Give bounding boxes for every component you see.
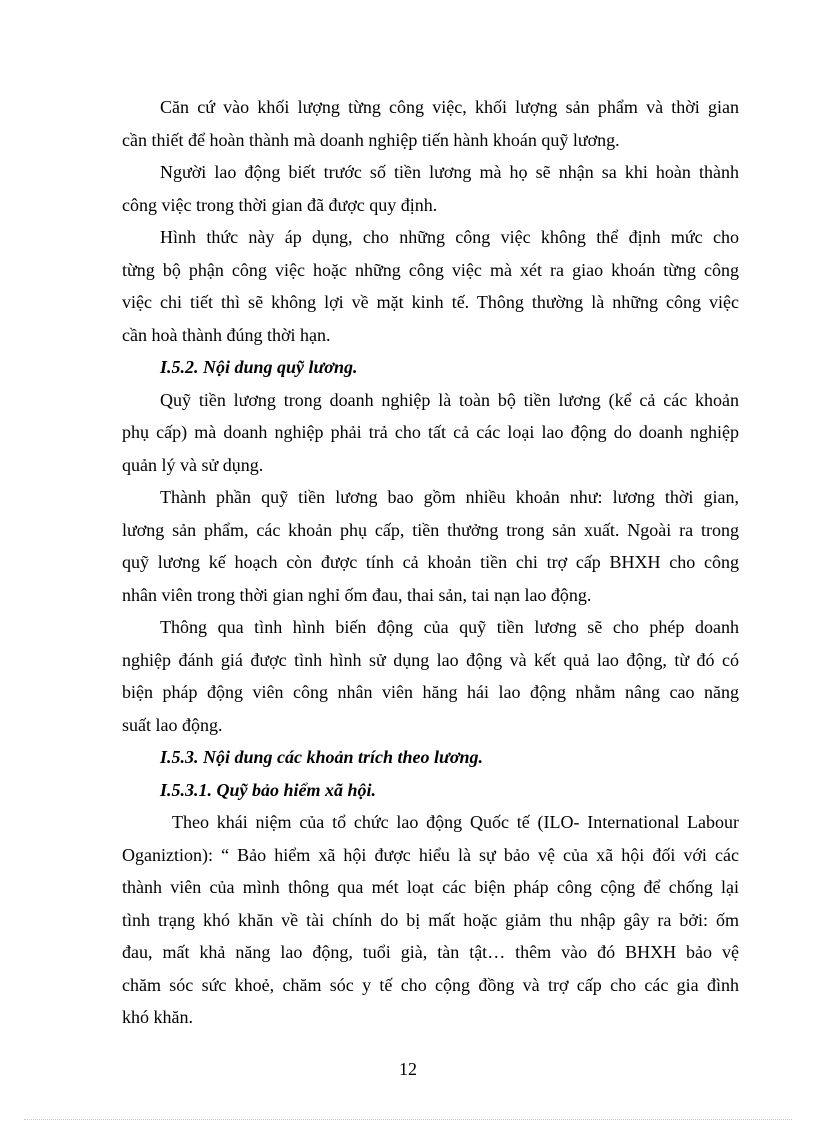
text-line: khó khăn.	[122, 1007, 193, 1027]
text-line: Người lao động biết trước số tiền lương mà họ sẽ nhận sa khi hoàn thành	[160, 162, 739, 182]
text-line: Quỹ tiền lương trong doanh nghiệp là toàn bộ tiền lương (kể cả các khoản	[160, 389, 739, 410]
text-line: đau, mất khả năng lao động, tuổi già, tàn tật… thêm vào đó BHXH bảo vệ	[122, 942, 739, 962]
paragraph	[122, 481, 739, 611]
heading-text: I.5.3.1. Quỹ bảo hiểm xã hội.	[160, 779, 377, 800]
text-line: Căn cứ vào khối lượng từng công việc, khối lượng sản phẩm và thời gian	[160, 97, 739, 117]
text-line: tình trạng khó khăn về tài chính do bị mất hoặc giảm thu nhập gây ra bởi: ốm	[122, 909, 739, 930]
text-line: Theo khái niệm của tổ chức lao động Quốc tế (ILO- International Labour	[172, 812, 739, 832]
text-line: việc chi tiết thì sẽ không lợi về mặt kinh tế. Thông thường là những công việc	[122, 292, 739, 312]
section-heading	[122, 741, 739, 774]
text-line: biện pháp động viên công nhân viên hăng hái lao động nhằm nâng cao năng	[122, 682, 739, 702]
text-line: lương sản phẩm, các khoản phụ cấp, tiền thưởng trong sản xuất. Ngoài ra trong	[122, 519, 739, 540]
text-line: Thông qua tình hình biến động của quỹ tiền lương sẽ cho phép doanh	[160, 617, 739, 637]
text-line: quản lý và sử dụng.	[122, 454, 264, 475]
section-heading	[122, 774, 739, 807]
text-line: phụ cấp) mà doanh nghiệp phải trả cho tất cả các loại lao động do doanh nghiệp	[122, 422, 739, 442]
text-line: suất lao động.	[122, 714, 223, 735]
section-heading	[122, 351, 739, 384]
paragraph	[122, 156, 739, 221]
text-line: Oganiztion): “ Bảo hiểm xã hội được hiểu là sự bảo vệ của xã hội đối với các	[122, 844, 739, 865]
text-line: từng bộ phận công việc hoặc những công việc mà xét ra giao khoán từng công	[122, 259, 739, 280]
text-line: nghiệp đánh giá được tình hình sử dụng lao động và kết quả lao động, từ đó có	[122, 649, 739, 670]
text-line: Thành phần quỹ tiền lương bao gồm nhiều khoản như: lương thời gian,	[160, 487, 739, 507]
paragraph	[122, 91, 739, 156]
text-line: quỹ lương kế hoạch còn được tính cả khoản tiền chi trợ cấp BHXH cho công	[122, 552, 739, 572]
text-line: thành viên của mình thông qua mét loạt các biện pháp công cộng để chống lại	[122, 877, 739, 897]
paragraph	[122, 806, 739, 1034]
document-body	[122, 91, 739, 1034]
heading-text: I.5.2. Nội dung quỹ lương.	[160, 357, 358, 377]
text-line: công việc trong thời gian đã được quy định.	[122, 194, 438, 215]
text-line: cần hoà thành đúng thời hạn.	[122, 324, 331, 345]
text-line: chăm sóc sức khoẻ, chăm sóc y tế cho cộng đồng và trợ cấp cho các gia đình	[122, 974, 739, 995]
text-line: nhân viên trong thời gian nghỉ ốm đau, thai sản, tai nạn lao động.	[122, 584, 592, 605]
page-number: 12	[399, 1059, 417, 1079]
footer-divider	[24, 1119, 792, 1120]
paragraph	[122, 384, 739, 482]
paragraph	[122, 611, 739, 741]
heading-text: I.5.3. Nội dung các khoản trích theo lương.	[160, 747, 483, 767]
paragraph	[122, 221, 739, 351]
text-line: Hình thức này áp dụng, cho những công việc không thể định mức cho	[160, 227, 739, 247]
text-line: cần thiết để hoàn thành mà doanh nghiệp tiến hành khoán quỹ lương.	[122, 129, 620, 150]
